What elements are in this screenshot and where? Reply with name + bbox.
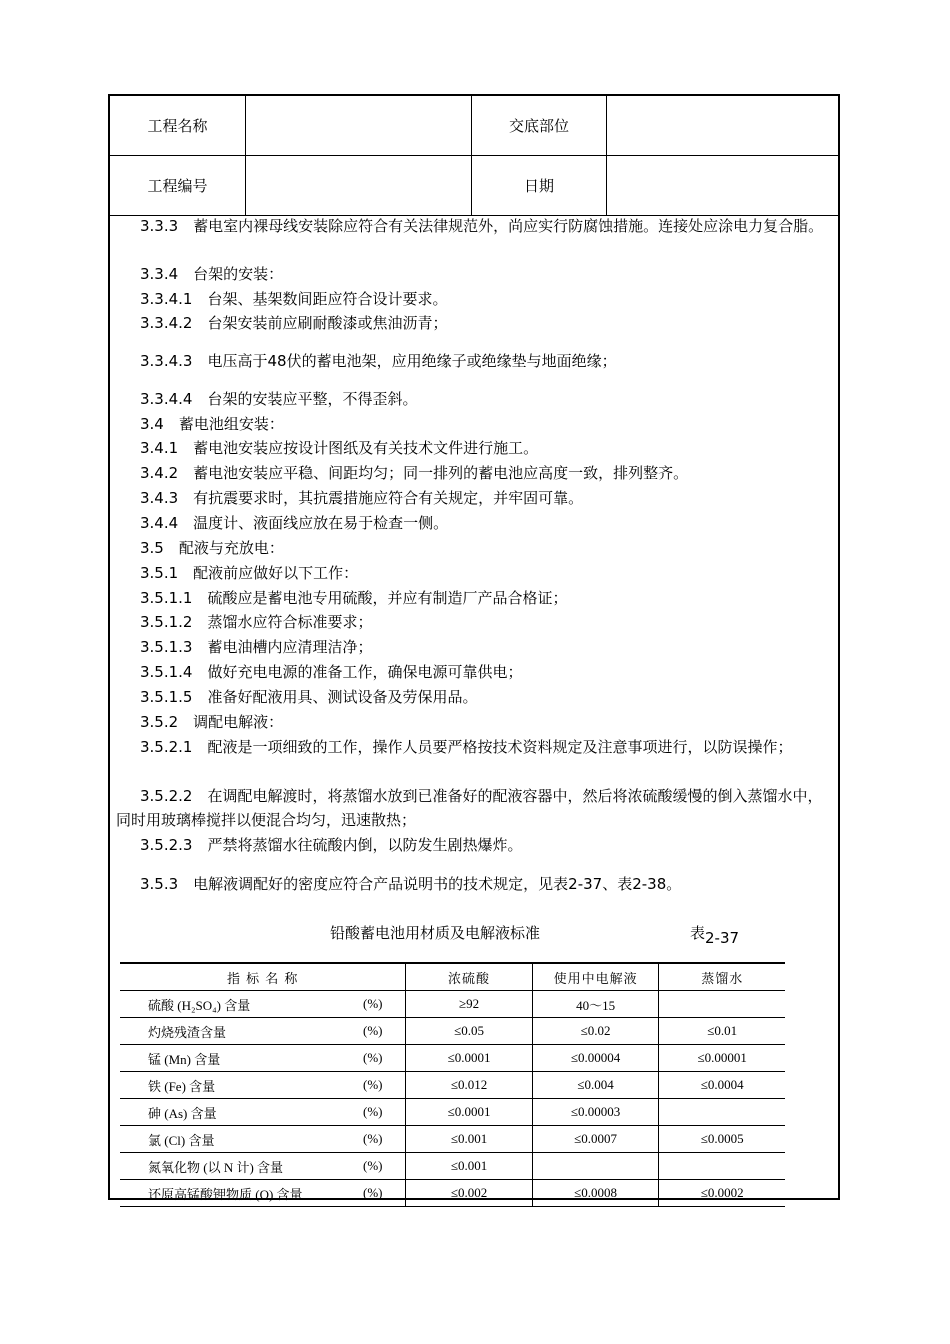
cell: 40～15 [532, 991, 659, 1018]
row-name: 氮氧化物 (以 N 计) 含量 (%) [120, 1153, 406, 1180]
paragraph: 3.3.3 蓄电室内裸母线安装除应符合有关法律规范外，尚应实行防腐蚀措施。连接处应涂电力复合脂。 [140, 217, 824, 235]
paragraph: 3.5.1 配液前应做好以下工作： [140, 564, 359, 582]
cell: ≤0.01 [659, 1018, 785, 1045]
standards-table [120, 962, 785, 1207]
project-number-value [246, 156, 472, 215]
project-name-label: 工程名称 [110, 96, 246, 155]
table-title: 铅酸蓄电池用材质及电解液标准 [330, 924, 541, 942]
cell [659, 1153, 785, 1180]
paragraph: 3.5.1.4 做好充电电源的准备工作，确保电源可靠供电； [140, 663, 523, 681]
cell: ≤0.0002 [659, 1180, 785, 1207]
paragraph: 3.5.1.5 准备好配液用具、测试设备及劳保用品。 [140, 688, 478, 706]
paragraph: 3.4 蓄电池组安装： [140, 415, 284, 433]
row-name: 还原高锰酸钾物质 (O) 含量 (%) [120, 1180, 406, 1207]
cell: ≤0.002 [406, 1180, 533, 1207]
paragraph: 3.4.2 蓄电池安装应平稳、间距均匀；同一排列的蓄电池应高度一致，排列整齐。 [140, 464, 689, 482]
paragraph: 3.4.1 蓄电池安装应按设计图纸及有关技术文件进行施工。 [140, 439, 539, 457]
disclosure-part-label: 交底部位 [472, 96, 607, 155]
table-label-prefix: 表 [690, 924, 706, 942]
header-row-1 [110, 96, 838, 156]
paragraph: 3.5.2 调配电解液： [140, 713, 284, 731]
cell: ≤0.0001 [406, 1045, 533, 1072]
project-name-value [246, 96, 472, 155]
document-frame [108, 94, 840, 1200]
table-header-row [120, 963, 785, 991]
header-indicator: 指 标 名 称 [120, 963, 406, 991]
cell: ≤0.0005 [659, 1126, 785, 1153]
cell: ≤0.0007 [532, 1126, 659, 1153]
table-row [120, 1099, 785, 1126]
table-row [120, 1072, 785, 1099]
paragraph: 3.5.2.3 严禁将蒸馏水往硫酸内倒，以防发生剧热爆炸。 [140, 836, 523, 854]
table-row [120, 1126, 785, 1153]
table-row [120, 1045, 785, 1072]
paragraph: 3.3.4 台架的安装： [140, 265, 284, 283]
cell: ≤0.00004 [532, 1045, 659, 1072]
cell: ≥92 [406, 991, 533, 1018]
row-name: 灼烧残渣含量 (%) [120, 1018, 406, 1045]
date-value [607, 156, 840, 215]
cell: ≤0.00003 [532, 1099, 659, 1126]
cell: ≤0.02 [532, 1018, 659, 1045]
paragraph: 3.5.1.2 蒸馏水应符合标准要求； [140, 613, 373, 631]
cell: ≤0.05 [406, 1018, 533, 1045]
table-row [120, 1018, 785, 1045]
cell: ≤0.0001 [406, 1099, 533, 1126]
header-conc-sulfuric: 浓硫酸 [406, 963, 533, 991]
paragraph: 3.5.2.1 配液是一项细致的工作，操作人员要严格按技术资料规定及注意事项进行，以防误操作； [140, 738, 793, 756]
header-row-2 [110, 156, 838, 216]
cell: ≤0.0008 [532, 1180, 659, 1207]
table-row [120, 1153, 785, 1180]
header-distilled-water: 蒸馏水 [659, 963, 785, 991]
header-in-use-electrolyte: 使用中电解液 [532, 963, 659, 991]
paragraph: 3.4.4 温度计、液面线应放在易于检查一侧。 [140, 514, 449, 532]
cell: ≤0.00001 [659, 1045, 785, 1072]
disclosure-part-value [607, 96, 840, 155]
paragraph: 3.4.3 有抗震要求时，其抗震措施应符合有关规定，并牢固可靠。 [140, 489, 584, 507]
cell: ≤0.0004 [659, 1072, 785, 1099]
paragraph: 3.3.4.1 台架、基架数间距应符合设计要求。 [140, 290, 448, 308]
cell: ≤0.004 [532, 1072, 659, 1099]
project-number-label: 工程编号 [110, 156, 246, 215]
table-row [120, 1180, 785, 1207]
row-name: 氯 (Cl) 含量 (%) [120, 1126, 406, 1153]
paragraph: 3.5.1.1 硫酸应是蓄电池专用硫酸，并应有制造厂产品合格证； [140, 589, 568, 607]
paragraph: 3.5.3 电解液调配好的密度应符合产品说明书的技术规定，见表2-37、表2-38。 [140, 875, 682, 893]
cell [659, 991, 785, 1018]
row-name: 铁 (Fe) 含量 (%) [120, 1072, 406, 1099]
row-name: 硫酸 (H₂SO₄) 含量 (%) [120, 991, 406, 1018]
paragraph: 3.5 配液与充放电： [140, 539, 284, 557]
cell [532, 1153, 659, 1180]
table-row [120, 991, 785, 1018]
paragraph: 3.5.2.2 在调配电解渡时，将蒸馏水放到已准备好的配液容器中，然后将浓硫酸缓慢的倒入蒸馏水中，同时用玻璃棒搅拌以便混合均匀，迅速散热； [116, 787, 823, 829]
paragraph: 3.3.4.4 台架的安装应平整，不得歪斜。 [140, 390, 418, 408]
paragraph: 3.3.4.3 电压高于48伏的蓄电池架，应用绝缘子或绝缘垫与地面绝缘； [140, 352, 617, 370]
cell: ≤0.001 [406, 1153, 533, 1180]
paragraph: 3.3.4.2 台架安装前应刷耐酸漆或焦油沥青； [140, 314, 448, 332]
row-name: 锰 (Mn) 含量 (%) [120, 1045, 406, 1072]
table-label [690, 922, 740, 947]
date-label: 日期 [472, 156, 607, 215]
cell: ≤0.012 [406, 1072, 533, 1099]
cell [659, 1099, 785, 1126]
row-name: 砷 (As) 含量 (%) [120, 1099, 406, 1126]
table-number: 2-37 [705, 929, 740, 947]
paragraph: 3.5.1.3 蓄电油槽内应清理洁净； [140, 638, 373, 656]
cell: ≤0.001 [406, 1126, 533, 1153]
